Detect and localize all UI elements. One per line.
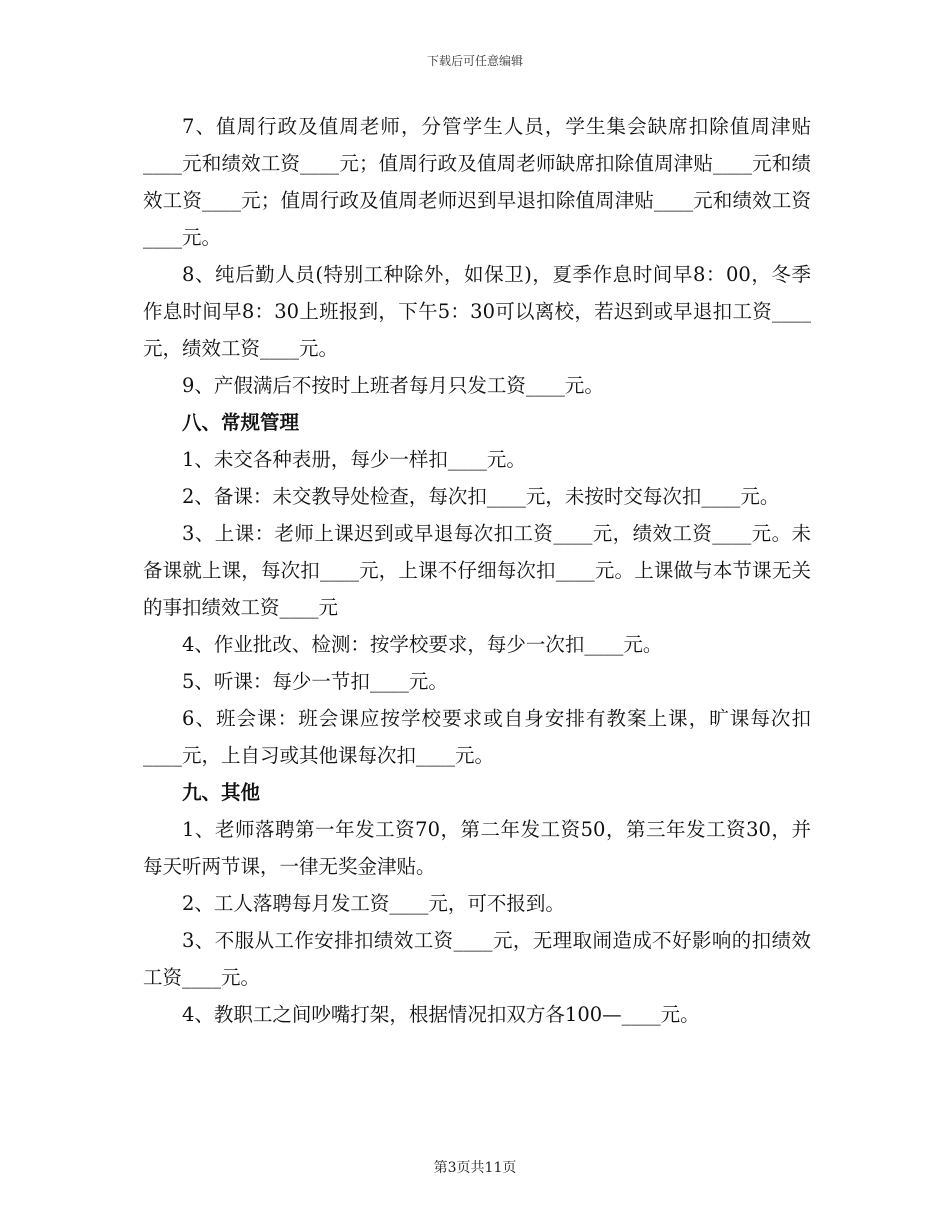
paragraph-item-1: 1、老师落聘第一年发工资70，第二年发工资50，第三年发工资30，并每天听两节课，一律无奖金津贴。 <box>143 818 811 878</box>
paragraph-item-4: 4、作业批改、检测：按学校要求，每少一次扣____元。 <box>182 633 663 656</box>
paragraph-item-2: 2、备课：未交教导处检查，每次扣____元，未按时交每次扣____元。 <box>182 485 780 508</box>
paragraph-item-1: 1、未交各种表册，每少一样扣____元。 <box>182 448 526 471</box>
paragraph-item-9: 9、产假满后不按时上班者每月只发工资____元。 <box>182 374 604 397</box>
paragraph-item-6: 6、班会课：班会课应按学校要求或自身安排有教案上课，旷课每次扣____元，上自习或其他课每次扣____元。 <box>143 707 811 767</box>
section-heading-routine: 八、常规管理 <box>182 411 300 434</box>
section-heading-other: 九、其他 <box>182 781 261 804</box>
paragraph-item-5: 5、听课：每少一节扣____元。 <box>182 670 448 693</box>
paragraph-item-7: 7、值周行政及值周老师，分管学生人员，学生集会缺席扣除值周津贴____元和绩效工资____元；值周行政及值周老师缺席扣除值周津贴____元和绩效工资____元；值周行政及值周老师迟到早退扣除值周津贴____元和绩效工资____元。 <box>143 115 811 249</box>
paragraph-item-3: 3、上课：老师上课迟到或早退每次扣工资____元，绩效工资____元。未备课就上课，每次扣____元，上课不仔细每次扣____元。上课做与本节课无关的事扣绩效工资____元 <box>143 522 811 619</box>
paragraph-item-3: 3、不服从工作安排扣绩效工资____元，无理取闹造成不好影响的扣绩效工资____元。 <box>143 929 811 989</box>
page-footer: 第3页共11页 <box>433 1160 517 1176</box>
document-body <box>143 108 811 1033</box>
paragraph-item-2: 2、工人落聘每月发工资____元，可不报到。 <box>182 892 565 915</box>
paragraph-item-8: 8、纯后勤人员(特别工种除外，如保卫)，夏季作息时间早8：00，冬季作息时间早8：30上班报到，下午5：30可以离校，若迟到或早退扣工资____元，绩效工资____元。 <box>143 263 811 360</box>
paragraph-item-4: 4、教职工之间吵嘴打架，根据情况扣双方各100—____元。 <box>182 1003 700 1026</box>
page-header: 下载后可任意编辑 <box>426 54 523 68</box>
